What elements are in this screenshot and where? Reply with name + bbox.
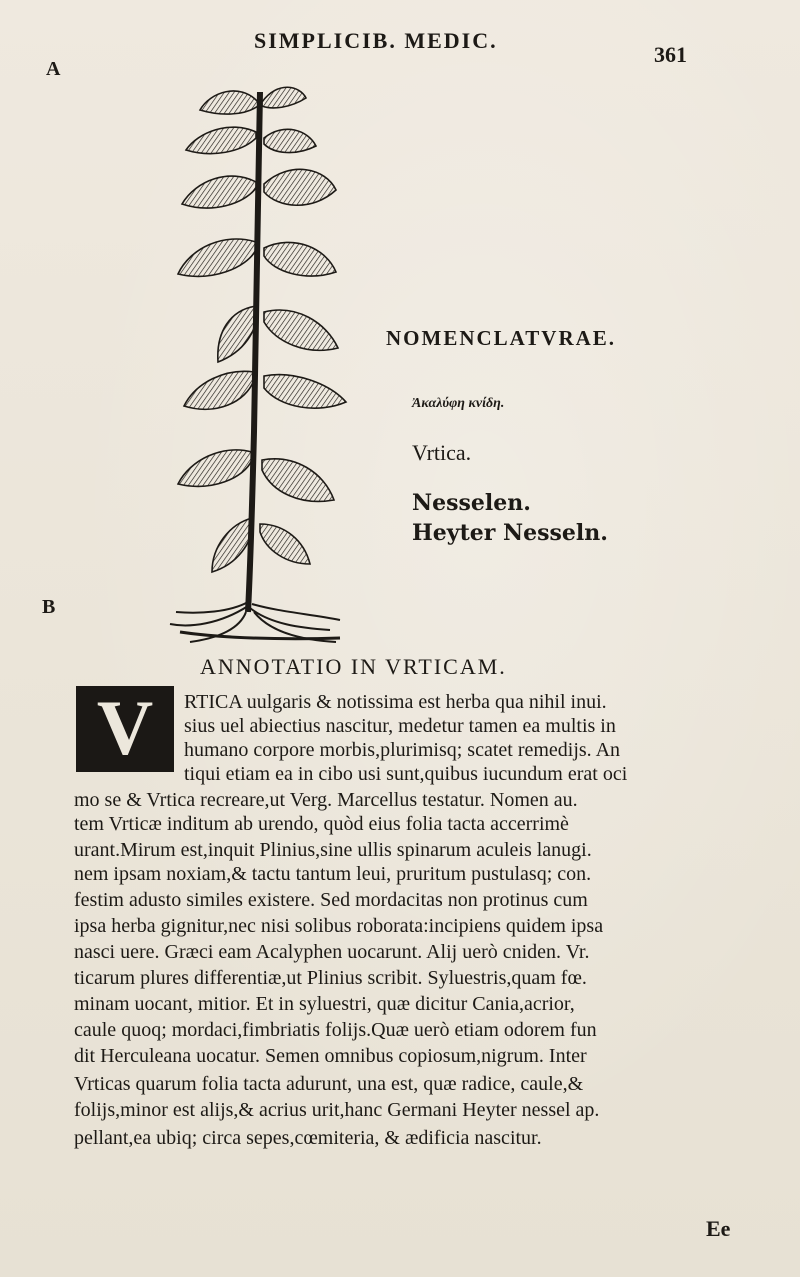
catchword: Ee xyxy=(706,1216,731,1241)
bleed-through xyxy=(600,90,790,310)
drop-cap-letter: V xyxy=(96,684,154,771)
text-line: minam uocant, mitior. Et in syluestri, quæ dicitur Cania,acrior, xyxy=(74,993,575,1015)
latin-name: Vrtica. xyxy=(412,440,472,465)
german-names xyxy=(412,488,608,548)
german-name-1: Nesselen. xyxy=(412,490,531,516)
text-line: urant.Mirum est,inquit Plinius,sine ullis spinarum aculeis lanugi. xyxy=(74,839,592,861)
annotation-heading: ANNOTATIO IN VRTICAM. xyxy=(200,654,507,679)
page-number: 361 xyxy=(654,42,687,67)
text-line: nem ipsam noxiam,& tactu tantum leui, pruritum pustulasq; con. xyxy=(74,863,592,885)
text-line: mo se & Vrtica recreare,ut Verg. Marcellus testatur. Nomen au. xyxy=(74,789,578,811)
nettle-plant-illustration xyxy=(160,72,360,648)
german-name-2: Heyter Nesseln. xyxy=(412,520,608,546)
text-line: pellant,ea ubiq; circa sepes,cœmiteria, & ædificia nascitur. xyxy=(74,1127,542,1149)
text-line: ticarum plures differentiæ,ut Plinius scribit. Syluestris,quam fœ. xyxy=(74,967,587,989)
margin-letter-b: B xyxy=(42,596,56,618)
greek-name: Ἀκαλύφη κνίδη. xyxy=(412,396,505,411)
text-line: RTICA uulgaris & notissima est herba qua nihil inui. xyxy=(184,691,607,713)
running-header: SIMPLICIB. MEDIC. xyxy=(254,28,498,53)
nomenclature-heading: NOMENCLATVRAE. xyxy=(386,326,617,350)
text-line: tiqui etiam ea in cibo usi sunt,quibus iucundum erat oci xyxy=(184,763,628,785)
text-line: dit Herculeana uocatur. Semen omnibus copiosum,nigrum. Inter xyxy=(74,1045,587,1067)
text-line: ipsa herba gignitur,nec nisi solibus roborata:incipiens quidem ipsa xyxy=(74,915,604,937)
text-line: festim adusto similes existere. Sed mordacitas non protinus cum xyxy=(74,889,588,911)
text-line: folijs,minor est alijs,& acrius urit,hanc Germani Heyter nessel ap. xyxy=(74,1099,600,1121)
drop-cap xyxy=(76,686,174,772)
text-line: nasci uere. Græci eam Acalyphen uocarunt. Alij uerò cniden. Vr. xyxy=(74,941,590,963)
text-line: tem Vrticæ inditum ab urendo, quòd eius folia tacta accerrimè xyxy=(74,813,569,835)
text-line: caule quoq; mordaci,fimbriatis folijs.Quæ uerò etiam odorem fun xyxy=(74,1019,597,1041)
text-line: humano corpore morbis,plurimisq; scatet remedijs. An xyxy=(184,739,621,761)
text-line: Vrticas quarum folia tacta adurunt, una est, quæ radice, caule,& xyxy=(74,1073,584,1095)
text-line: sius uel abiectius nascitur, medetur tamen ea multis in xyxy=(184,715,616,737)
margin-letter-a: A xyxy=(46,58,61,80)
